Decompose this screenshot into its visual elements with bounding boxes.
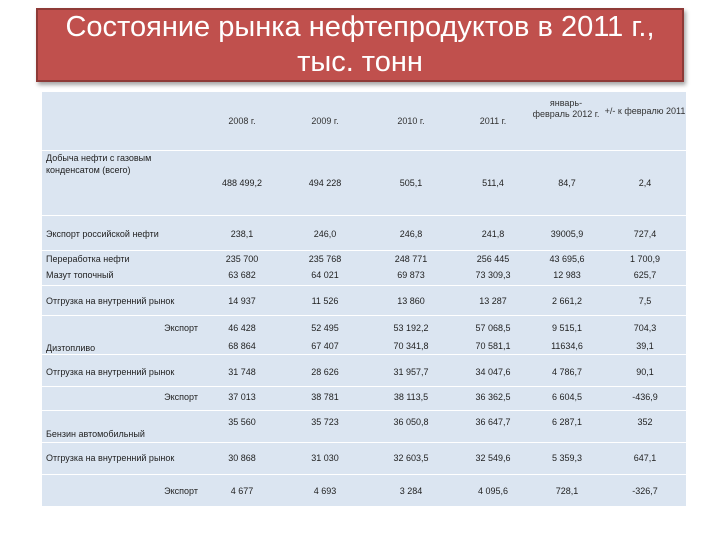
table-cell: 241,8	[481, 229, 505, 239]
table-cell: 35 560	[228, 417, 256, 427]
table-cell: 31 030	[311, 453, 339, 463]
column-header: 2009 г.	[311, 116, 339, 126]
table-cell: 31 957,7	[393, 367, 429, 377]
table-cell: 4 677	[230, 486, 254, 496]
table-cell: 11634,6	[551, 341, 583, 351]
table-cell: 4 786,7	[551, 367, 583, 377]
table-cell: 63 682	[228, 270, 256, 280]
table-cell: 68 864	[228, 341, 256, 351]
row-label: Бензин автомобильный	[46, 429, 145, 439]
table-cell: 2,4	[638, 178, 652, 188]
row-separator	[42, 354, 686, 355]
table-cell: 5 359,3	[551, 453, 583, 463]
table-cell: 7,5	[638, 296, 652, 306]
column-header: январь-февраль 2012 г.	[532, 98, 600, 119]
table-cell: 69 873	[397, 270, 425, 280]
table-cell: 246,8	[399, 229, 423, 239]
table-cell: 727,4	[633, 229, 657, 239]
table-cell: 38 113,5	[393, 392, 429, 402]
table-cell: 36 362,5	[475, 392, 511, 402]
table-cell: 704,3	[633, 323, 657, 333]
table-cell: 494 228	[308, 178, 342, 188]
table-cell: 246,0	[313, 229, 337, 239]
table-cell: 238,1	[230, 229, 254, 239]
table-cell: 73 309,3	[475, 270, 511, 280]
row-label: Отгрузка на внутренний рынок	[46, 296, 175, 306]
table-cell: 11 526	[311, 296, 339, 306]
table-cell: 352	[637, 417, 653, 427]
table-cell: 2 661,2	[551, 296, 583, 306]
row-separator	[42, 410, 686, 411]
table-cell: 248 771	[394, 254, 428, 264]
table-cell: 84,7	[558, 178, 576, 188]
row-label: Добыча нефти с газовым конденсатом (всего)	[46, 153, 152, 175]
row-label: Экспорт	[164, 486, 198, 496]
table-cell: -436,9	[632, 392, 658, 402]
table-cell: 43 695,6	[549, 254, 585, 264]
table-cell: 90,1	[636, 367, 654, 377]
table-cell: 12 983	[553, 270, 581, 280]
table-cell: 28 626	[311, 367, 339, 377]
row-label: Экспорт российской нефти	[46, 229, 159, 239]
table-cell: 70 341,8	[393, 341, 429, 351]
table-cell: 728,1	[555, 486, 579, 496]
row-separator	[42, 215, 686, 216]
table-cell: 13 860	[397, 296, 425, 306]
table-cell: 36 050,8	[393, 417, 429, 427]
table-cell: 31 748	[228, 367, 256, 377]
table-cell: 4 095,6	[477, 486, 509, 496]
table-cell: 488 499,2	[221, 178, 263, 188]
table-cell: 39005,9	[550, 229, 584, 239]
table-cell: 6 287,1	[551, 417, 583, 427]
table-cell: 35 723	[311, 417, 339, 427]
row-label: Мазут топочный	[46, 270, 114, 280]
column-header: 2008 г.	[228, 116, 256, 126]
table-cell: 64 021	[311, 270, 339, 280]
table-cell: 37 013	[228, 392, 256, 402]
table-cell: 625,7	[633, 270, 657, 280]
row-label: Дизтопливо	[46, 343, 96, 353]
row-label: Отгрузка на внутренний рынок	[46, 367, 175, 377]
data-table	[42, 92, 686, 506]
table-cell: 3 284	[399, 486, 423, 496]
table-cell: 9 515,1	[551, 323, 583, 333]
row-separator	[42, 150, 686, 151]
table-cell: 34 047,6	[475, 367, 511, 377]
table-cell: 39,1	[636, 341, 654, 351]
table-cell: 52 495	[311, 323, 339, 333]
table-cell: 235 768	[308, 254, 342, 264]
row-separator	[42, 315, 686, 316]
row-label: Экспорт	[164, 392, 198, 402]
table-cell: 505,1	[399, 178, 423, 188]
row-separator	[42, 250, 686, 251]
column-header: 2010 г.	[397, 116, 425, 126]
table-cell: -326,7	[632, 486, 658, 496]
table-cell: 6 604,5	[551, 392, 583, 402]
table-cell: 53 192,2	[393, 323, 429, 333]
row-separator	[42, 386, 686, 387]
table-cell: 36 647,7	[475, 417, 511, 427]
column-header: 2011 г.	[479, 116, 507, 126]
table-cell: 511,4	[482, 178, 504, 188]
table-cell: 38 781	[311, 392, 339, 402]
title-banner	[36, 8, 684, 82]
table-cell: 647,1	[633, 453, 657, 463]
row-separator	[42, 285, 686, 286]
table-cell: 32 549,6	[475, 453, 511, 463]
table-cell: 4 693	[313, 486, 337, 496]
row-separator	[42, 442, 686, 443]
row-separator	[42, 474, 686, 475]
row-label: Экспорт	[164, 323, 198, 333]
column-header: +/- к февралю 2011	[604, 106, 686, 116]
table-cell: 256 445	[476, 254, 510, 264]
table-cell: 235 700	[225, 254, 259, 264]
table-cell: 67 407	[311, 341, 339, 351]
table-cell: 1 700,9	[629, 254, 661, 264]
table-cell: 46 428	[228, 323, 256, 333]
row-label: Переработка нефти	[46, 254, 130, 264]
row-label: Отгрузка на внутренний рынок	[46, 453, 175, 463]
table-cell: 13 287	[479, 296, 507, 306]
table-cell: 30 868	[228, 453, 256, 463]
table-cell: 32 603,5	[393, 453, 429, 463]
table-cell: 14 937	[228, 296, 256, 306]
table-cell: 70 581,1	[475, 341, 511, 351]
page-title: Состояние рынка нефтепродуктов в 2011 г., тыс. тонн	[65, 11, 655, 78]
table-cell: 57 068,5	[475, 323, 511, 333]
